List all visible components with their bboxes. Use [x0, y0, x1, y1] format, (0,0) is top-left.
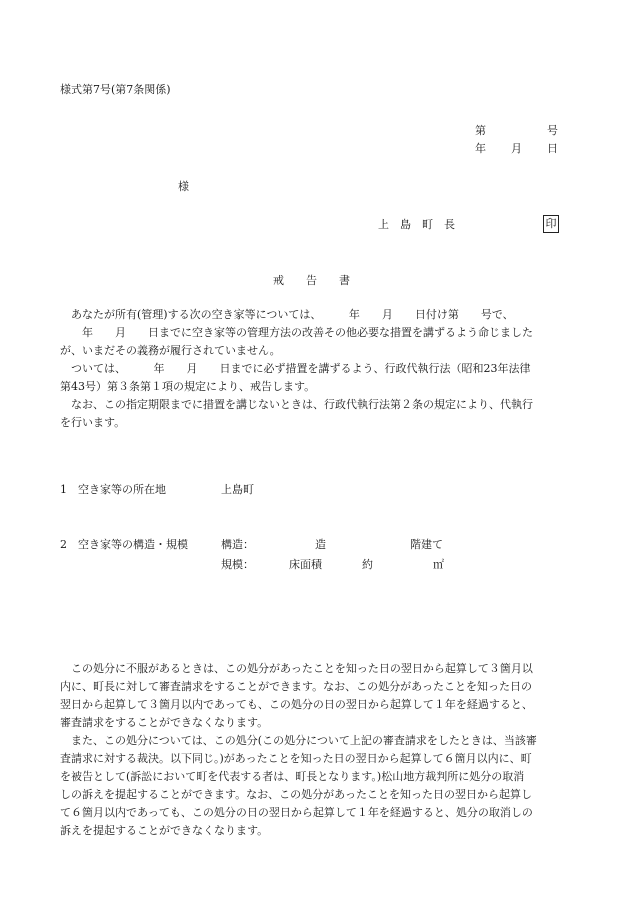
issuer-name: 上 島 町 長 [378, 218, 455, 231]
body-line: ついては、 年 月 日までに必ず措置を講ずるよう、行政代執行法（昭和23年法律 [60, 362, 531, 375]
body-line: 第43号）第３条第１項の規定により、戒告します。 [60, 380, 316, 393]
notice-line: 翌日から起算して３箇月以内であっても、この処分の日の翌日から起算して１年を経過すると、 [60, 698, 533, 711]
official-seal: 印 [543, 215, 559, 233]
item1-location-value: 上島町 [221, 483, 254, 496]
body-line: なお、この指定期限までに措置を講じないときは、行政代執行法第２条の規定により、代執行 [60, 398, 533, 411]
notice-line: この処分に不服があるときは、この処分があったことを知った日の翌日から起算して３箇月以 [60, 662, 533, 675]
notice-line: 査請求に対する裁決。以下同じ。)があったことを知った日の翌日から起算して６箇月以内に、町 [60, 752, 532, 765]
form-number-header: 様式第7号(第7条関係) [60, 83, 171, 96]
notice-line: を被告として(訴訟において町を代表する者は、町長となります。)松山地方裁判所に処分の取消 [60, 770, 525, 783]
date-year-label: 年 [475, 142, 486, 155]
body-line: 年 月 日までに空き家等の管理方法の改善その他必要な措置を講ずるよう命じました [60, 326, 533, 339]
structure-unit: 造 [315, 538, 326, 551]
item2-label: 2 空き家等の構造・規模 [60, 538, 188, 551]
notice-line: 審査請求をすることができなくなります。 [60, 716, 269, 729]
approx-label: 約 [362, 558, 373, 571]
notice-paragraph-lawsuit [60, 732, 580, 840]
notice-line: また、この処分については、この処分(この処分について上記の審査請求をしたときは、当該審 [60, 734, 537, 747]
body-line: が、いまだその義務が履行されていません。 [60, 344, 281, 357]
document-number-prefix: 第 [475, 124, 486, 137]
notice-line: しの訴えを提起することができます。なお、この処分があったことを知った日の翌日から起算し [60, 788, 533, 801]
notice-line: 内に、町長に対して審査請求をすることができます。なお、この処分があったことを知った日の [60, 680, 533, 693]
body-line: あなたが所有(管理)する次の空き家等については、 年 月 日付け第 号で、 [60, 308, 514, 321]
notice-line: て６箇月以内であっても、この処分の日の翌日から起算して１年を経過すると、処分の取消しの [60, 806, 533, 819]
body-paragraph-execution [60, 396, 580, 432]
floor-area-label: 床面積 [289, 558, 322, 571]
floors-unit: 階建て [410, 538, 443, 551]
area-unit: ㎡ [433, 558, 444, 571]
body-paragraph-warning [60, 360, 580, 396]
date-day-label: 日 [547, 142, 558, 155]
body-line: を行います。 [60, 416, 126, 429]
body-paragraph-order [60, 306, 580, 360]
notice-line: 訴えを提起することができなくなります。 [60, 824, 269, 837]
document-number-suffix: 号 [547, 124, 558, 137]
addressee-honorific: 様 [178, 180, 189, 193]
date-month-label: 月 [511, 142, 522, 155]
notice-paragraph-review [60, 660, 580, 732]
structure-label: 構造： [221, 538, 254, 551]
document-title: 戒 告 書 [273, 274, 350, 287]
item1-label: 1 空き家等の所在地 [60, 483, 166, 496]
scale-label: 規模： [221, 558, 254, 571]
